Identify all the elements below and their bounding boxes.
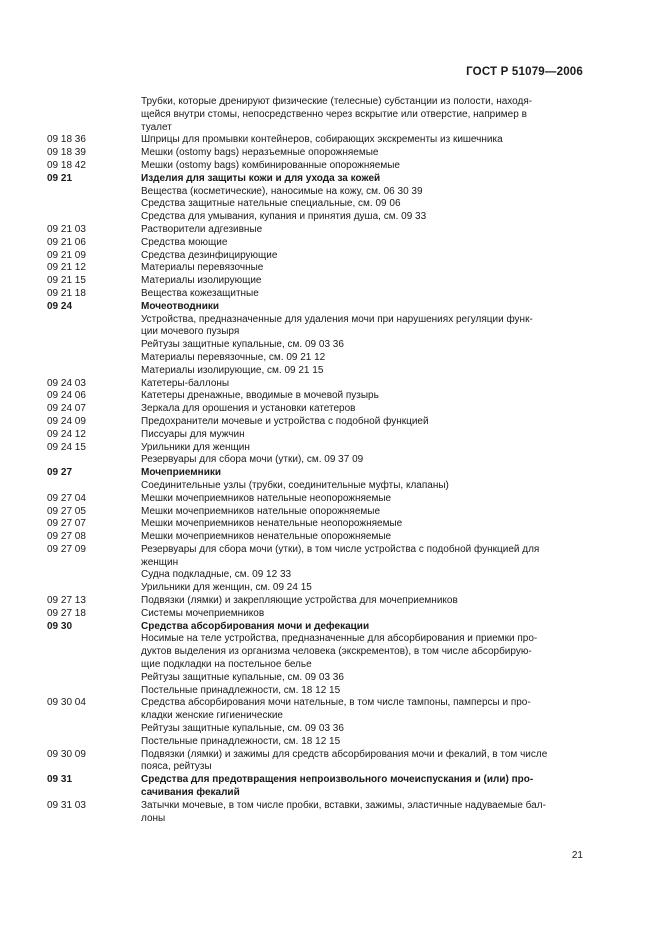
classification-list [47, 96, 587, 825]
text-line: Подвязки (лямки) и закрепляющие устройства для мочеприемников [141, 595, 458, 607]
note-row [47, 352, 587, 365]
entry-row [47, 160, 587, 173]
text-line: Средства защитные нательные специальные, см. 09 06 [141, 198, 401, 210]
text-line: Шприцы для промывки контейнеров, собирающих экскременты из кишечника [141, 134, 503, 146]
text-line: Подвязки (лямки) и зажимы для средств абсорбирования мочи и фекалий, в том числе [141, 748, 548, 760]
text-line: Средства дезинфицирующие [141, 249, 278, 261]
entry-row [47, 506, 587, 519]
note-row [47, 736, 587, 749]
entry-row [47, 749, 587, 775]
entry-row [47, 442, 587, 455]
text-line: Предохранители мочевые и устройства с подобной функцией [141, 415, 429, 427]
note-row [47, 211, 587, 224]
note-row [47, 685, 587, 698]
text-line: Рейтузы защитные купальные, см. 09 03 36 [141, 723, 344, 735]
entry-text [141, 672, 587, 685]
entry-row [47, 390, 587, 403]
text-line: Катетеры-баллоны [141, 377, 230, 389]
entry-row [47, 275, 587, 288]
entry-text [141, 301, 587, 314]
standard-header: ГОСТ Р 51079—2006 [466, 66, 583, 78]
text-line: Мешки мочеприемников нательные неопорожняемые [141, 492, 392, 504]
entry-code: 09 31 03 [47, 799, 86, 811]
entry-row [47, 544, 587, 570]
text-line: Зеркала для орошения и установки катетеров [141, 403, 356, 415]
note-row [47, 186, 587, 199]
entry-text [141, 480, 587, 493]
entry-code: 09 24 12 [47, 428, 86, 440]
note-row [47, 723, 587, 736]
text-line: Средства абсорбирования мочи нательные, в том числе тампоны, памперсы и про- [141, 697, 531, 709]
entry-text [141, 749, 587, 775]
entry-row [47, 250, 587, 263]
entry-row [47, 800, 587, 826]
text-line: кладки женские гигиенические [141, 710, 283, 722]
text-line: Рейтузы защитные купальные, см. 09 03 36 [141, 671, 344, 683]
entry-row [47, 608, 587, 621]
section-heading-row [47, 774, 587, 800]
entry-code: 09 27 09 [47, 543, 86, 555]
text-line: Средства моющие [141, 236, 228, 248]
text-line: пояса, рейтузы [141, 761, 212, 773]
entry-code: 09 30 04 [47, 697, 86, 709]
entry-row [47, 134, 587, 147]
entry-code: 09 24 06 [47, 390, 86, 402]
text-line: Мешки мочеприемников ненательные неопорожняемые [141, 518, 403, 530]
entry-row [47, 493, 587, 506]
text-line: Мешки мочеприемников нательные опорожняемые [141, 505, 381, 517]
entry-code: 09 27 07 [47, 518, 86, 530]
entry-text [141, 442, 587, 455]
entry-text [141, 365, 587, 378]
note-row [47, 582, 587, 595]
text-line: Средства абсорбирования мочи и дефекации [141, 620, 370, 632]
text-line: Катетеры дренажные, вводимые в мочевой пузырь [141, 390, 379, 402]
entry-row [47, 288, 587, 301]
text-line: Средства для предотвращения непроизвольного мочеиспускания и (или) про- [141, 774, 534, 786]
entry-code: 09 30 [47, 620, 73, 632]
entry-code: 09 21 18 [47, 287, 86, 299]
text-line: Мешки мочеприемников ненательные опорожняемые [141, 531, 392, 543]
text-line: Материалы перевязочные [141, 262, 264, 274]
entry-row [47, 429, 587, 442]
text-line: щейся внутри стомы, непосредственно через вскрытие или отверстие, например в [141, 108, 527, 120]
entry-text [141, 211, 587, 224]
page-number: 21 [571, 850, 583, 861]
entry-code: 09 24 15 [47, 441, 86, 453]
note-row [47, 198, 587, 211]
text-line: Рейтузы защитные купальные, см. 09 03 36 [141, 339, 344, 351]
entry-row [47, 518, 587, 531]
entry-text [141, 774, 587, 800]
note-row [47, 633, 587, 671]
entry-code: 09 21 15 [47, 275, 86, 287]
entry-row [47, 403, 587, 416]
entry-text [141, 390, 587, 403]
text-line: Мешки (ostomy bags) неразъемные опорожняемые [141, 147, 379, 159]
entry-text [141, 96, 587, 134]
text-line: Средства для умывания, купания и принятия душа, см. 09 33 [141, 211, 427, 223]
text-line: Устройства, предназначенные для удаления мочи при нарушениях регуляции функ- [141, 313, 533, 325]
text-line: Мочеприемники [141, 467, 222, 479]
entry-code: 09 27 04 [47, 492, 86, 504]
text-line: щие подкладки на постельное белье [141, 659, 312, 671]
text-line: сачивания фекалий [141, 787, 240, 799]
entry-code: 09 18 39 [47, 147, 86, 159]
entry-code: 09 21 09 [47, 249, 86, 261]
entry-text [141, 518, 587, 531]
text-line: Системы мочеприемников [141, 607, 265, 619]
entry-code: 09 24 03 [47, 377, 86, 389]
entry-text [141, 262, 587, 275]
entry-row [47, 224, 587, 237]
section-heading-row [47, 467, 587, 480]
entry-code: 09 27 13 [47, 595, 86, 607]
text-line: Материалы изолирующие [141, 275, 262, 287]
section-heading-row [47, 301, 587, 314]
note-row [47, 480, 587, 493]
entry-text [141, 198, 587, 211]
text-line: Мешки (ostomy bags) комбинированные опорожняемые [141, 159, 400, 171]
entry-text [141, 237, 587, 250]
note-row [47, 454, 587, 467]
entry-text [141, 403, 587, 416]
text-line: Урильники для женщин [141, 441, 250, 453]
text-line: Судна подкладные, см. 09 12 33 [141, 569, 292, 581]
text-line: Резервуары для сбора мочи (утки), в том числе устройства с подобной функцией для [141, 543, 540, 555]
text-line: дуктов выделения из организма человека (экскрементов), в том числе абсорбирую- [141, 646, 532, 658]
entry-text [141, 493, 587, 506]
entry-text [141, 378, 587, 391]
entry-code: 09 21 [47, 172, 73, 184]
entry-code: 09 21 12 [47, 262, 86, 274]
text-line: Вещества (косметические), наносимые на кожу, см. 06 30 39 [141, 185, 423, 197]
entry-text [141, 173, 587, 186]
entry-text [141, 723, 587, 736]
entry-code: 09 18 36 [47, 134, 86, 146]
text-line: Постельные принадлежности, см. 18 12 15 [141, 735, 341, 747]
entry-text [141, 134, 587, 147]
entry-code: 09 24 09 [47, 415, 86, 427]
entry-text [141, 697, 587, 723]
entry-code: 09 31 [47, 774, 73, 786]
entry-code: 09 24 07 [47, 403, 86, 415]
entry-text [141, 621, 587, 634]
entry-row [47, 237, 587, 250]
text-line: Трубки, которые дренируют физические (телесные) субстанции из полости, находя- [141, 96, 533, 107]
entry-row [47, 595, 587, 608]
note-row [47, 96, 587, 134]
note-row [47, 339, 587, 352]
entry-code: 09 27 08 [47, 531, 86, 543]
entry-code: 09 21 03 [47, 223, 86, 235]
text-line: Материалы перевязочные, см. 09 21 12 [141, 351, 326, 363]
entry-text [141, 633, 587, 671]
entry-code: 09 18 42 [47, 159, 86, 171]
text-line: Материалы изолирующие, см. 09 21 15 [141, 364, 324, 376]
entry-text [141, 685, 587, 698]
text-line: ции мочевого пузыря [141, 326, 240, 338]
entry-row [47, 378, 587, 391]
entry-text [141, 544, 587, 570]
entry-text [141, 352, 587, 365]
note-row [47, 365, 587, 378]
entry-code: 09 21 06 [47, 236, 86, 248]
section-heading-row [47, 621, 587, 634]
entry-text [141, 569, 587, 582]
entry-text [141, 454, 587, 467]
entry-text [141, 416, 587, 429]
entry-code: 09 30 09 [47, 748, 86, 760]
entry-text [141, 595, 587, 608]
entry-text [141, 314, 587, 340]
entry-row [47, 697, 587, 723]
text-line: Постельные принадлежности, см. 18 12 15 [141, 684, 341, 696]
entry-text [141, 467, 587, 480]
entry-text [141, 800, 587, 826]
entry-row [47, 262, 587, 275]
text-line: Изделия для защиты кожи и для ухода за кожей [141, 172, 381, 184]
entry-row [47, 531, 587, 544]
entry-text [141, 506, 587, 519]
entry-text [141, 224, 587, 237]
note-row [47, 314, 587, 340]
text-line: женщин [141, 556, 179, 568]
text-line: туалет [141, 121, 172, 133]
entry-text [141, 736, 587, 749]
text-line: Мочеотводники [141, 300, 219, 312]
text-line: Писсуары для мужчин [141, 428, 245, 440]
entry-text [141, 147, 587, 160]
text-line: Урильники для женщин, см. 09 24 15 [141, 582, 312, 594]
text-line: Затычки мочевые, в том числе пробки, вставки, зажимы, эластичные надуваемые бал- [141, 799, 546, 811]
entry-code: 09 27 18 [47, 607, 86, 619]
entry-text [141, 582, 587, 595]
text-line: Соединительные узлы (трубки, соединительные муфты, клапаны) [141, 479, 449, 491]
entry-text [141, 250, 587, 263]
entry-text [141, 160, 587, 173]
entry-text [141, 186, 587, 199]
note-row [47, 569, 587, 582]
entry-text [141, 429, 587, 442]
entry-text [141, 608, 587, 621]
entry-code: 09 27 05 [47, 505, 86, 517]
note-row [47, 672, 587, 685]
entry-text [141, 275, 587, 288]
text-line: Растворители адгезивные [141, 223, 263, 235]
entry-row [47, 416, 587, 429]
text-line: Вещества кожезащитные [141, 287, 259, 299]
entry-code: 09 24 [47, 300, 73, 312]
entry-row [47, 147, 587, 160]
text-line: Носимые на теле устройства, предназначенные для абсорбирования и приемки про- [141, 633, 538, 645]
text-line: лоны [141, 812, 166, 824]
entry-code: 09 27 [47, 467, 73, 479]
entry-text [141, 531, 587, 544]
section-heading-row [47, 173, 587, 186]
entry-text [141, 288, 587, 301]
entry-text [141, 339, 587, 352]
text-line: Резервуары для сбора мочи (утки), см. 09 37 09 [141, 454, 364, 466]
